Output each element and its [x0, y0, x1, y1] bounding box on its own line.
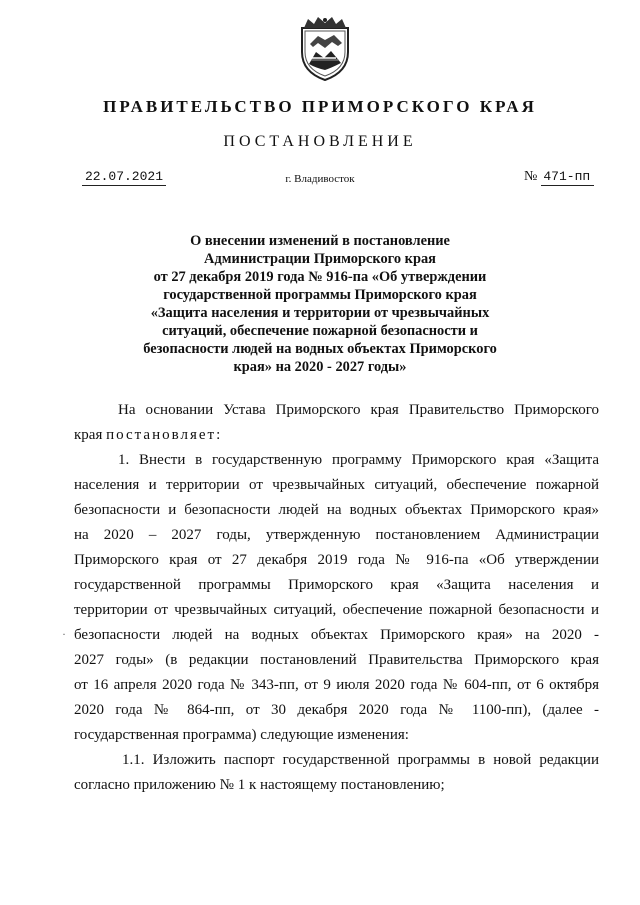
preamble-line: На основании Устава Приморского края Правительство Приморского — [118, 402, 599, 418]
coat-of-arms-icon — [296, 14, 354, 82]
body-line: от 16 апреля 2020 года № 343-пп, от 9 июля 2020 года № 604-пп, от 6 октября — [74, 677, 599, 693]
body-line: безопасности людей на водных объектах Приморского края» на 2020 - — [74, 627, 599, 643]
body-line: безопасности и безопасности людей на водных объектах Приморского края» — [74, 502, 599, 518]
document-number-block — [524, 169, 594, 185]
preamble-line — [74, 423, 599, 448]
body-line: государственной программы Приморского края «Защита населения и — [74, 577, 599, 593]
resolution-word: постановляет: — [106, 427, 223, 443]
number-sign: № — [524, 169, 538, 184]
preamble-text: края — [74, 427, 107, 443]
body-line: населения и территории от чрезвычайных ситуаций, обеспечение пожарной — [74, 477, 599, 493]
body-line: 1.1. Изложить паспорт государственной программы в новой редакции — [122, 752, 599, 768]
subject-line: от 27 декабря 2019 года № 916-па «Об утверждении — [153, 269, 487, 285]
body-line: 2020 года № 864-пп, от 30 декабря 2020 года № 1100-пп), (далее - — [74, 702, 599, 718]
document-subject — [100, 232, 540, 376]
government-name: ПРАВИТЕЛЬСТВО ПРИМОРСКОГО КРАЯ — [103, 97, 537, 116]
margin-mark: · — [62, 627, 66, 641]
subject-line: Администрации Приморского края — [204, 251, 436, 267]
body-line: государственная программа) следующие изменения: — [74, 727, 409, 743]
document-body — [74, 398, 599, 798]
document-date: 22.07.2021 — [82, 169, 166, 186]
body-line: на 2020 – 2027 годы, утвержденную постановлением Администрации — [74, 527, 599, 543]
body-line: 2027 годы» (в редакции постановлений Правительства Приморского края — [74, 652, 599, 668]
subject-line: О внесении изменений в постановление — [190, 233, 450, 249]
document-type: ПОСТАНОВЛЕНИЕ — [223, 133, 417, 150]
subject-line: безопасности людей на водных объектах Приморского — [143, 341, 497, 357]
body-line: 1. Внести в государственную программу Приморского края «Защита — [118, 452, 599, 468]
document-number: 471-пп — [541, 169, 594, 186]
body-line: согласно приложению № 1 к настоящему постановлению; — [74, 777, 445, 793]
subject-line: государственной программы Приморского края — [163, 287, 477, 303]
body-line: территории от чрезвычайных ситуаций, обеспечение пожарной безопасности и — [74, 602, 599, 618]
document-city: г. Владивосток — [285, 173, 355, 185]
subject-line: края» на 2020 - 2027 годы» — [233, 359, 407, 375]
body-line: Приморского края от 27 декабря 2019 года № 916-па «Об утверждении — [74, 552, 599, 568]
subject-line: «Защита населения и территории от чрезвычайных — [150, 305, 490, 321]
subject-line: ситуаций, обеспечение пожарной безопасности и — [162, 323, 478, 339]
